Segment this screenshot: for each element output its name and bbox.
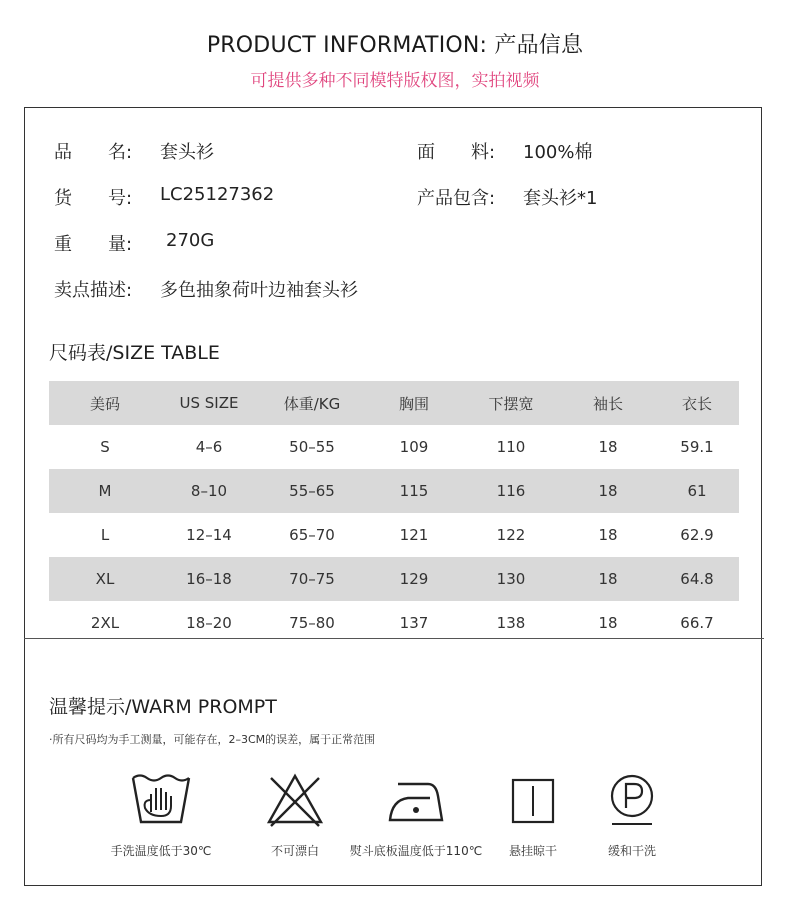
table-cell: M [98, 482, 112, 500]
table-cell: 18–20 [186, 614, 232, 632]
table-cell: 130 [496, 570, 526, 588]
hand-wash-icon [129, 770, 193, 830]
table-cell: 65–70 [289, 526, 335, 544]
info-weight-label: 重 量: [54, 234, 133, 255]
table-cell: 4–6 [195, 438, 223, 456]
table-cell: 122 [496, 526, 526, 544]
table-row [49, 557, 739, 601]
info-sku-label: 货 号: [54, 188, 133, 209]
info-name-label: 品 名: [54, 142, 133, 163]
table-row [49, 425, 739, 469]
table-cell: 66.7 [680, 614, 714, 632]
table-cell: 115 [399, 482, 429, 500]
table-cell: 109 [399, 438, 429, 456]
table-cell: 121 [399, 526, 429, 544]
table-cell: 75–80 [289, 614, 335, 632]
info-name-value: 套头衫 [160, 142, 214, 163]
table-cell: XL [95, 570, 115, 588]
table-cell: 50–55 [289, 438, 335, 456]
info-includes-label: 产品包含: [417, 188, 496, 209]
table-cell: 18 [598, 614, 618, 632]
table-cell: 116 [496, 482, 526, 500]
col-header-chest: 胸围 [398, 394, 429, 413]
table-row [49, 469, 739, 513]
col-header-sleeve: 袖长 [592, 394, 623, 413]
care-label: 手洗温度低于30℃ [110, 844, 212, 858]
info-selling-label: 卖点描述: [54, 280, 133, 301]
care-label: 熨斗底板温度低于110℃ [349, 844, 483, 858]
size-table [49, 381, 739, 645]
col-header-hem: 下摆宽 [488, 394, 534, 413]
table-cell: 18 [598, 482, 618, 500]
info-fabric-label: 面 料: [417, 142, 496, 163]
warm-prompt-note: ·所有尺码均为手工测量，可能存在，2–3CM的误差，属于正常范围 [49, 733, 376, 746]
table-cell: 110 [496, 438, 526, 456]
warm-prompt-title: 温馨提示/WARM PROMPT [49, 696, 277, 718]
table-row [49, 513, 739, 557]
table-cell: 70–75 [289, 570, 335, 588]
table-row [49, 601, 739, 645]
info-fabric-value: 100%棉 [523, 142, 593, 163]
header-subtitle: 可提供多种不同模特版权图，实拍视频 [250, 71, 540, 91]
care-label: 不可漂白 [270, 844, 319, 858]
size-table-title: 尺码表/SIZE TABLE [49, 342, 220, 364]
care-item-dry-clean [552, 770, 712, 858]
table-cell: 18 [598, 570, 618, 588]
table-cell: 138 [496, 614, 526, 632]
table-cell: 18 [598, 438, 618, 456]
table-cell: 18 [598, 526, 618, 544]
dry-clean-p-icon [600, 770, 664, 830]
table-cell: 137 [399, 614, 429, 632]
table-cell: L [100, 526, 110, 544]
col-header-us-size: US SIZE [179, 394, 239, 412]
info-sku-value: LC25127362 [160, 184, 275, 205]
col-header-us-code: 美码 [89, 394, 120, 413]
table-cell: 16–18 [186, 570, 232, 588]
table-cell: 55–65 [289, 482, 335, 500]
table-cell: 62.9 [680, 526, 714, 544]
table-cell: 61 [687, 482, 707, 500]
table-cell: 8–10 [190, 482, 228, 500]
size-table-header-row [49, 381, 739, 425]
table-cell: 12–14 [186, 526, 232, 544]
table-cell: 129 [399, 570, 429, 588]
iron-low-icon [384, 770, 448, 830]
info-selling-value: 多色抽象荷叶边袖套头衫 [160, 280, 358, 301]
care-label: 缓和干洗 [607, 844, 656, 858]
info-weight-value: 270G [166, 230, 215, 251]
col-header-weight: 体重/KG [283, 394, 341, 413]
care-label: 悬挂晾干 [508, 844, 557, 858]
table-cell: S [100, 438, 110, 456]
table-cell: 59.1 [680, 438, 714, 456]
header-title: PRODUCT INFORMATION: 产品信息 [206, 33, 584, 58]
table-cell: 2XL [90, 614, 120, 632]
table-cell: 64.8 [680, 570, 714, 588]
no-bleach-icon [263, 770, 327, 830]
info-includes-value: 套头衫*1 [523, 188, 598, 209]
col-header-length: 衣长 [681, 394, 712, 413]
